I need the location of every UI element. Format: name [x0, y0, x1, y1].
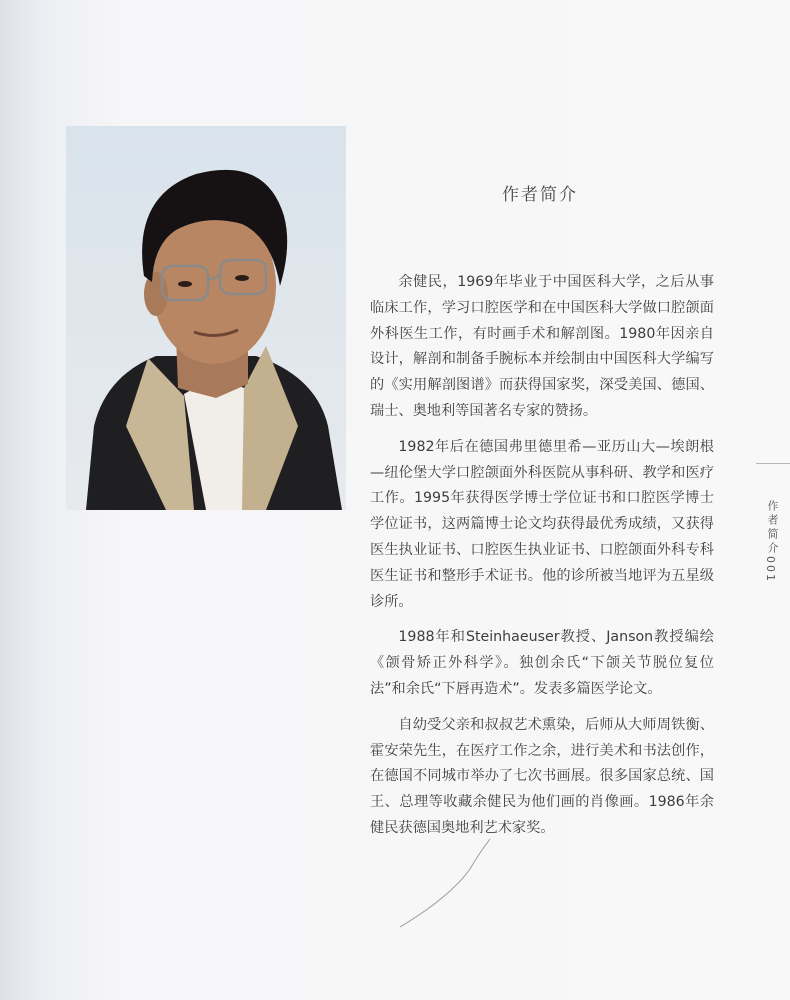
- page-number: 001: [764, 556, 777, 583]
- bio-paragraph: 自幼受父亲和叔叔艺术熏染，后师从大师周铁衡、霍安荣先生，在医疗工作之余，进行美术和书法创作，在德国不同城市举办了七次书画展。很多国家总统、国王、总理等收藏余健民为他们画的肖像画。1986年余健民获德国奥地利艺术家奖。: [370, 716, 714, 836]
- author-portrait: [66, 126, 346, 510]
- portrait-illustration: [66, 126, 346, 510]
- bio-paragraph: 余健民，1969年毕业于中国医科大学，之后从事临床工作，学习口腔医学和在中国医科大学做口腔颌面外科医生工作，有时画手术和解剖图。1980年因亲自设计，解剖和制备手腕标本并绘制由中国医科大学编写的《实用解剖图谱》而获得国家奖，深受美国、德国、瑞士、奥地利等国著名专家的赞扬。: [370, 274, 714, 419]
- page-title: 作者简介: [502, 185, 578, 205]
- running-head: 作者简介: [766, 500, 779, 556]
- margin-rule: [756, 463, 790, 464]
- bio-paragraph: 1982年后在德国弗里德里希—亚历山大—埃朗根—纽伦堡大学口腔颌面外科医院从事科研、教学和医疗工作。1995年获得医学博士学位证书和口腔医学博士学位证书，这两篇博士论文均获得最优秀成绩，又获得医生执业证书、口腔医生执业证书、口腔颌面外科专科医生证书和整形手术证书。他的诊所被当地评为五星级诊所。: [370, 438, 714, 610]
- pen-mark: [390, 835, 500, 935]
- bio-paragraph: 1988年和Steinhaeuser教授、Janson教授编绘《颌骨矫正外科学》。独创余氏“下颌关节脱位复位法”和余氏“下唇再造术”。发表多篇医学论文。: [370, 629, 714, 697]
- bio-text: [370, 270, 714, 852]
